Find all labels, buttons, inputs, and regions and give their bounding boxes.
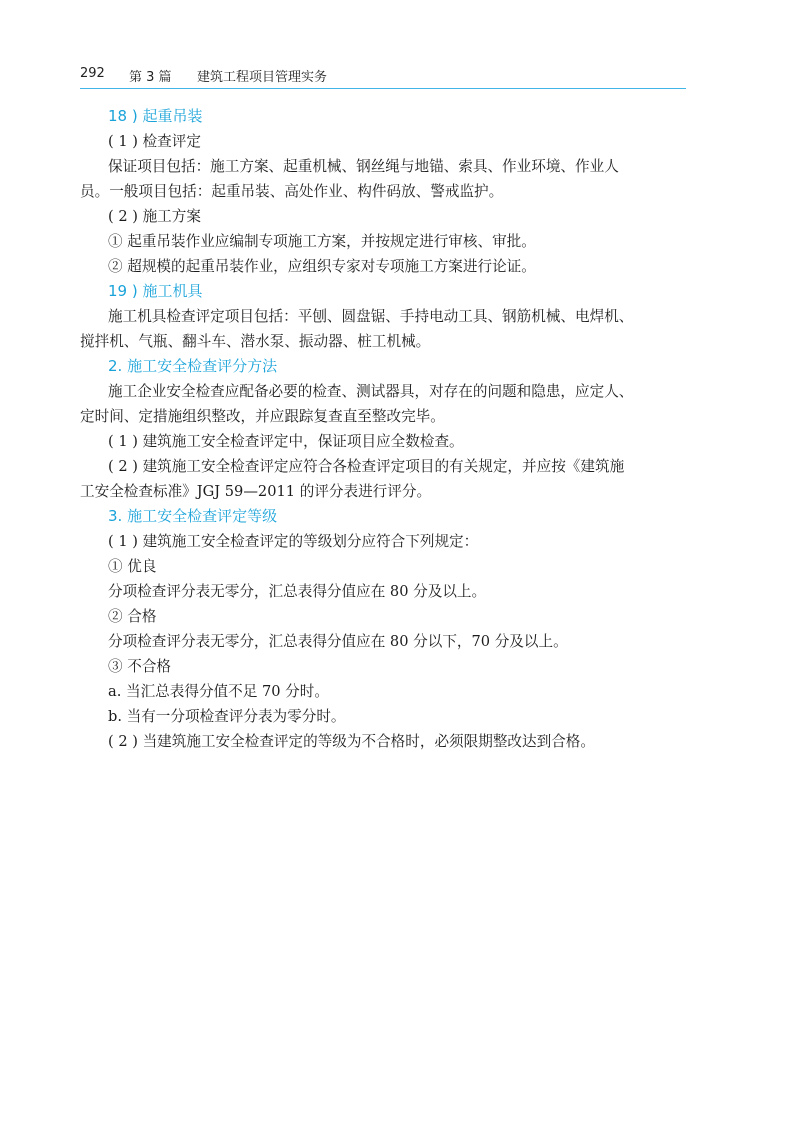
list-item: ① 起重吊装作业应编制专项施工方案，并按规定进行审核、审批。 — [108, 233, 536, 250]
running-header — [80, 64, 686, 89]
paragraph-line: ( 1 ) 建筑施工安全检查评定中，保证项目应全数检查。 — [108, 433, 464, 450]
list-item: a. 当汇总表得分值不足 70 分时。 — [108, 683, 329, 700]
list-item: b. 当有一分项检查评分表为零分时。 — [108, 708, 346, 725]
heading-19-machinery: 19 ) 施工机具 — [108, 282, 203, 300]
paragraph-line: 保证项目包括：施工方案、起重机械、钢丝绳与地锚、索具、作业环境、作业人 — [108, 158, 619, 175]
paragraph-line: 搅拌机、气瓶、翻斗车、潜水泵、振动器、桩工机械。 — [80, 333, 431, 350]
paragraph-line: 定时间、定措施组织整改，并应跟踪复查直至整改完毕。 — [80, 408, 445, 425]
subheading-construction-plan: ( 2 ) 施工方案 — [108, 208, 201, 225]
subheading-inspection-evaluation: ( 1 ) 检查评定 — [108, 133, 201, 150]
grade-excellent: ① 优良 — [108, 558, 157, 575]
paragraph-line: ( 2 ) 当建筑施工安全检查评定的等级为不合格时，必须限期整改达到合格。 — [108, 733, 595, 750]
heading-2-scoring-method: 2. 施工安全检查评分方法 — [108, 357, 278, 375]
list-item: ② 超规模的起重吊装作业，应组织专家对专项施工方案进行论证。 — [108, 258, 536, 275]
paragraph-line: ( 1 ) 建筑施工安全检查评定的等级划分应符合下列规定： — [108, 533, 479, 550]
page-number: 292 — [80, 66, 105, 81]
part-label: 第 3 篇 — [129, 70, 172, 85]
paragraph-line: 工安全检查标准》JGJ 59—2011 的评分表进行评分。 — [80, 483, 432, 500]
heading-18-hoisting: 18 ) 起重吊装 — [108, 107, 203, 125]
book-title: 建筑工程项目管理实务 — [197, 70, 328, 85]
paragraph-line: 施工企业安全检查应配备必要的检查、测试器具，对存在的问题和隐患，应定人、 — [108, 383, 634, 400]
grade-qualified: ② 合格 — [108, 608, 157, 625]
paragraph-line: 分项检查评分表无零分，汇总表得分值应在 80 分以下，70 分及以上。 — [108, 633, 568, 650]
grade-unqualified: ③ 不合格 — [108, 658, 172, 675]
paragraph-line: ( 2 ) 建筑施工安全检查评定应符合各检查评定项目的有关规定，并应按《建筑施 — [108, 458, 625, 475]
paragraph-line: 施工机具检查评定项目包括：平刨、圆盘锯、手持电动工具、钢筋机械、电焊机、 — [108, 308, 634, 325]
heading-3-grading: 3. 施工安全检查评定等级 — [108, 507, 278, 525]
paragraph-line: 员。一般项目包括：起重吊装、高处作业、构件码放、警戒监护。 — [80, 183, 504, 200]
paragraph-line: 分项检查评分表无零分，汇总表得分值应在 80 分及以上。 — [108, 583, 487, 600]
